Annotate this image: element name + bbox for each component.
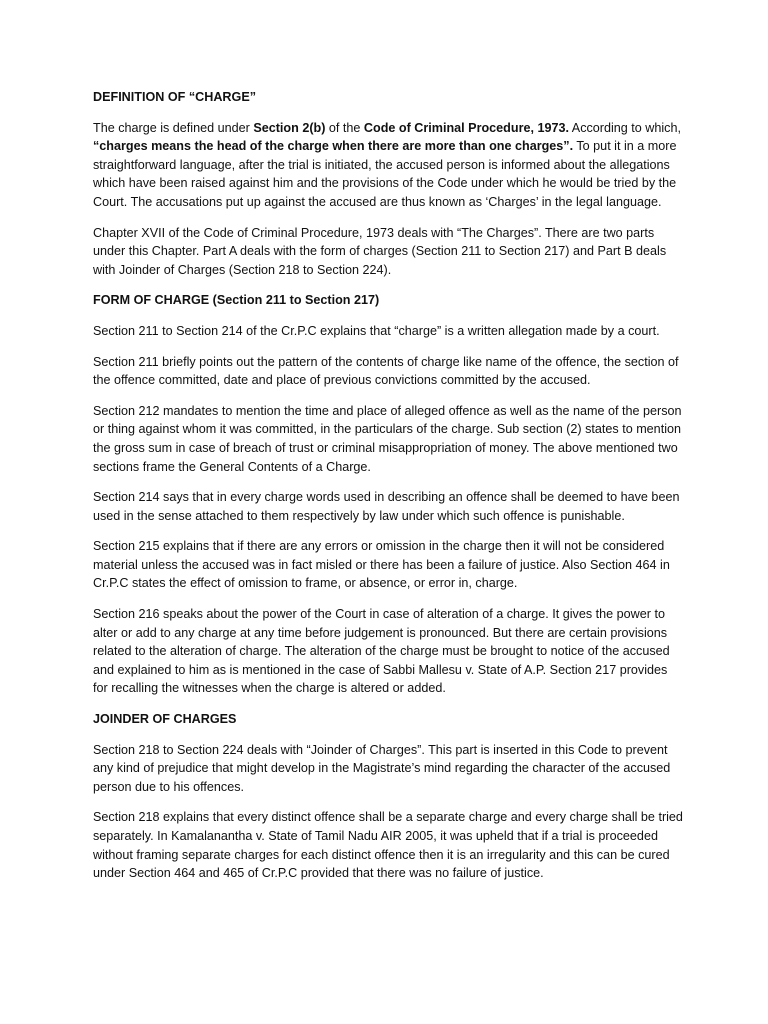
- bold-code-name: Code of Criminal Procedure, 1973.: [363, 120, 569, 135]
- paragraph-section-211: Section 211 briefly points out the pattern of the contents of charge like name of the offence, the section of the offence committed, date and place of previous convictions committed by the accused.: [93, 354, 679, 388]
- heading-form-of-charge: FORM OF CHARGE (Section 211 to Section 217): [93, 293, 380, 308]
- paragraph-section-218-224: Section 218 to Section 224 deals with “Joinder of Charges”. This part is inserted in this Code to prevent any kind of prejudice that might develop in the Magistrate’s mind regarding the character of the accused person due to his offences.: [93, 742, 671, 794]
- paragraph-section-212: Section 212 mandates to mention the time and place of alleged offence as well as the name of the person or thing against whom it was committed, in the particulars of the charge. Sub section (2) states to mention the gross sum in case of breach of trust or criminal misappropriation of money. The above mentioned two sections frame the General Contents of a Charge.: [93, 403, 682, 474]
- text-run: of the: [325, 120, 364, 135]
- heading-definition-of-charge: DEFINITION OF “CHARGE”: [93, 90, 257, 104]
- bold-definition-quote: “charges means the head of the charge when there are more than one charges”.: [93, 139, 574, 154]
- paragraph-charge-definition: [93, 119, 683, 212]
- text-run: According to which,: [568, 120, 681, 135]
- paragraph-section-211-214: Section 211 to Section 214 of the Cr.P.C explains that “charge” is a written allegation made by a court.: [93, 323, 660, 338]
- text-run: The charge is defined under: [93, 120, 254, 135]
- paragraph-section-218: Section 218 explains that every distinct offence shall be a separate charge and every charge shall be tried separately. In Kamalanantha v. State of Tamil Nadu AIR 2005, it was upheld that if a trial is proceeded without framing separate charges for each distinct offence then it is an irregularity and this can be cured under Section 464 and 465 of Cr.P.C provided that there was no failure of justice.: [93, 810, 683, 881]
- paragraph-section-214: Section 214 says that in every charge words used in describing an offence shall be deemed to have been used in the sense attached to them respectively by law under which such offence is punishable.: [93, 490, 680, 523]
- paragraph-section-216: Section 216 speaks about the power of the Court in case of alteration of a charge. It gives the power to alter or add to any charge at any time before judgement is pronounced. But there are certain provisions related to the alteration of charge. The alteration of the charge must be brought to notice of the accused and explained to him as is mentioned in the case of Sabbi Mallesu v. State of A.P. Section 217 provides for recalling the witnesses when the charge is altered or added.: [93, 607, 670, 696]
- heading-joinder-of-charges: JOINDER OF CHARGES: [93, 712, 237, 727]
- bold-section-reference: Section 2(b): [253, 120, 326, 135]
- paragraph-section-215: Section 215 explains that if there are any errors or omission in the charge then it will not be considered material unless the accused was in fact misled or there has been a failure of justice. Also Section 464 in Cr.P.C states the effect of omission to frame, or absence, or error in, charge.: [93, 539, 670, 591]
- paragraph-chapter-xvii: Chapter XVII of the Code of Criminal Procedure, 1973 deals with “The Charges”. There are two parts under this Chapter. Part A deals with the form of charges (Section 211 to Section 217) and Part B deals with Joinder of Charges (Section 218 to Section 224).: [93, 225, 667, 277]
- text-run: To put it in a more straightforward language, after the trial is initiated, the accused person is informed about the allegations which have been raised against him and the provisions of the Code under which he would be tried by the Court. The accusations put up against the accused are thus known as ‘Charges’ in the legal language.: [93, 139, 677, 209]
- document-page: [93, 88, 683, 895]
